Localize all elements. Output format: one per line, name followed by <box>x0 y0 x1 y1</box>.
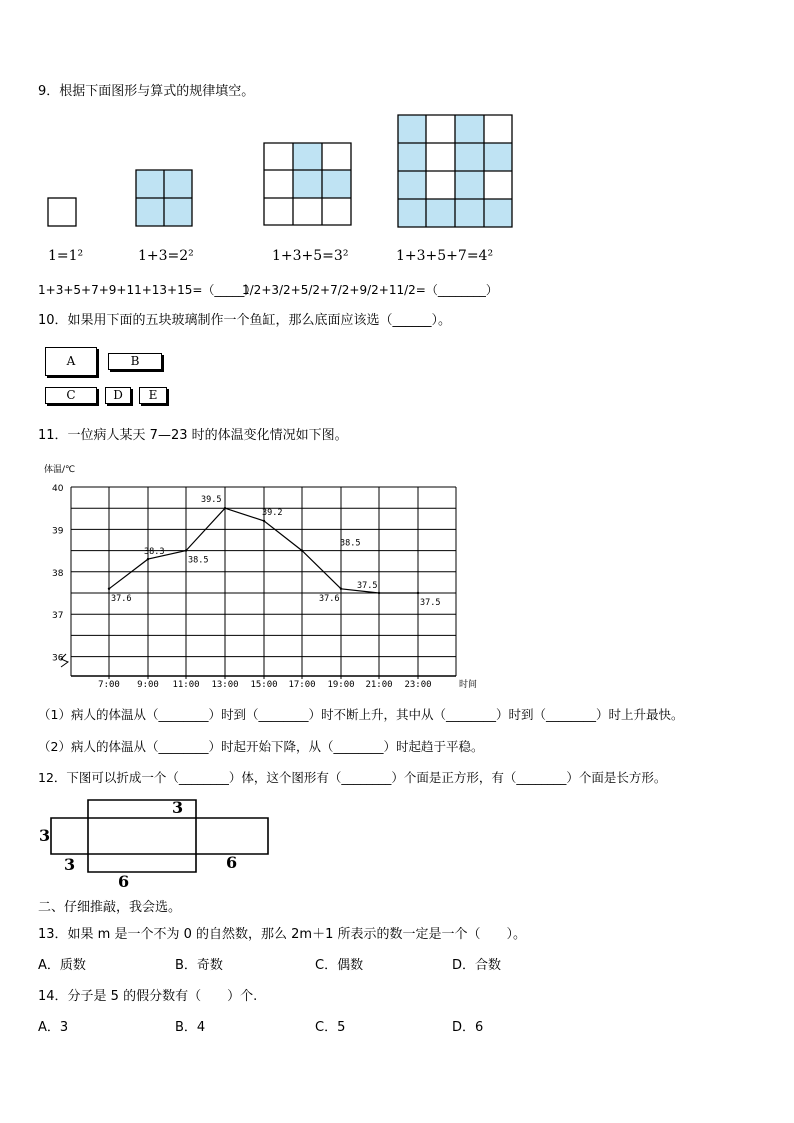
data-label: 37.6 <box>319 593 340 604</box>
q9-fill-2[interactable]: 1/2+3/2+5/2+7/2+9/2+11/2=（________） <box>242 283 498 297</box>
x-tick-label: 15:00 <box>250 680 278 690</box>
x-tick-label: 21:00 <box>365 680 393 690</box>
dim-right: 6 <box>226 853 238 872</box>
glass-piece-b[interactable]: B <box>108 353 162 370</box>
chart-ylabel: 体温/℃ <box>44 465 76 475</box>
q14-option-b[interactable]: B．4 <box>175 1020 206 1035</box>
y-tick-label: 40 <box>52 484 64 494</box>
q13-option-b[interactable]: B．奇数 <box>175 958 223 973</box>
x-tick-label: 9:00 <box>137 680 159 690</box>
data-label: 37.5 <box>357 581 378 591</box>
data-label: 39.2 <box>262 507 283 518</box>
chart-xlabel: 时间 <box>458 680 478 690</box>
q13-option-a[interactable]: A．质数 <box>38 958 86 973</box>
q13-title: 13．如果 m 是一个不为 0 的自然数，那么 2m＋1 所表示的数一定是一个（ ）。 <box>38 927 526 942</box>
dim-bottom-left: 3 <box>64 855 76 874</box>
y-tick-label: 36 <box>52 653 64 664</box>
y-tick-label: 39 <box>52 526 64 537</box>
q11-title: 11．一位病人某天 7—23 时的体温变化情况如下图。 <box>38 428 348 443</box>
x-tick-label: 11:00 <box>172 680 200 690</box>
q11-sub2[interactable]: （2）病人的体温从（________）时起开始下降，从（________）时起趋于平稳。 <box>38 739 484 754</box>
q12-title[interactable]: 12．下图可以折成一个（________）体，这个图形有（________）个面是正方形，有（________）个面是长方形。 <box>38 770 667 785</box>
x-tick-label: 17:00 <box>288 680 316 690</box>
data-label: 38.3 <box>144 547 165 558</box>
y-tick-label: 38 <box>52 568 64 579</box>
q9-title: 9．根据下面图形与算式的规律填空。 <box>38 84 255 99</box>
fig-label-2: 1+3=2² <box>138 248 194 264</box>
fig-label-3: 1+3+5=3² <box>272 248 349 264</box>
x-tick-label: 13:00 <box>211 680 239 690</box>
q11-sub1[interactable]: （1）病人的体温从（________）时到（________）时不断上升，其中从（________）时到（________）时上升最快。 <box>38 707 684 722</box>
dim-bottom: 6 <box>118 872 130 891</box>
data-label: 37.6 <box>111 593 132 604</box>
section-2-title: 二、仔细推敲，我会选。 <box>38 900 182 915</box>
data-label: 38.5 <box>340 538 361 549</box>
q13-option-d[interactable]: D．合数 <box>452 958 502 973</box>
glass-piece-d[interactable]: D <box>105 387 131 404</box>
q10-title: 10．如果用下面的五块玻璃制作一个鱼缸，那么底面应该选（______）。 <box>38 313 452 328</box>
dim-top: 3 <box>172 798 184 817</box>
data-label: 38.5 <box>188 555 209 566</box>
y-tick-label: 37 <box>52 611 64 622</box>
x-tick-label: 7:00 <box>98 680 120 690</box>
data-label: 37.5 <box>420 598 441 608</box>
q14-option-c[interactable]: C．5 <box>315 1020 346 1035</box>
q14-title: 14．分子是 5 的假分数有（ ）个. <box>38 989 258 1004</box>
q14-option-a[interactable]: A．3 <box>38 1020 69 1035</box>
x-tick-label: 23:00 <box>404 680 432 690</box>
data-label: 39.5 <box>201 495 222 506</box>
dim-left: 3 <box>39 826 51 845</box>
glass-piece-e[interactable]: E <box>139 387 167 404</box>
q13-option-c[interactable]: C．偶数 <box>315 958 364 973</box>
q14-option-d[interactable]: D．6 <box>452 1020 484 1035</box>
q9-fill-1[interactable]: 1+3+5+7+9+11+13+15=（_____） <box>38 283 257 297</box>
fig-label-1: 1=1² <box>48 248 84 264</box>
fig-label-4: 1+3+5+7=4² <box>396 248 494 264</box>
glass-piece-c[interactable]: C <box>45 387 97 404</box>
glass-piece-a[interactable]: A <box>45 347 97 376</box>
x-tick-label: 19:00 <box>327 680 355 690</box>
